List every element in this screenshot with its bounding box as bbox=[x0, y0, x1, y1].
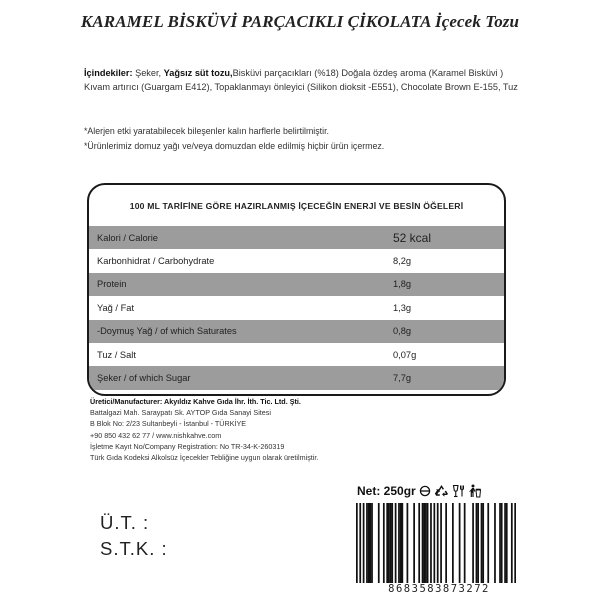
glass-fork-icon bbox=[452, 484, 466, 498]
barcode-bar bbox=[476, 503, 478, 583]
barcode-bar bbox=[378, 503, 380, 583]
nutrition-row-saturates bbox=[89, 320, 504, 343]
barcode-bar bbox=[418, 503, 420, 583]
notes-block bbox=[84, 124, 524, 153]
barcode-bar bbox=[482, 503, 484, 583]
barcode-bar bbox=[400, 503, 402, 583]
barcode-bar bbox=[477, 503, 479, 583]
allergen-note: *Alerjen etki yaratabilecek bileşenler kalın harflerle belirtilmiştir. bbox=[84, 126, 329, 136]
dates-block bbox=[100, 510, 168, 562]
barcode-bar bbox=[427, 503, 429, 583]
producer-block bbox=[90, 396, 510, 463]
contact-line: +90 850 432 62 77 / www.nishkahve.com bbox=[90, 430, 222, 440]
barcode-bar bbox=[422, 503, 424, 583]
barcode bbox=[356, 503, 516, 583]
barcode-bar bbox=[506, 503, 508, 583]
barcode-bar bbox=[487, 503, 489, 583]
nutrition-label: Karbonhidrat / Carbohydrate bbox=[97, 256, 215, 267]
manufacturer-line: Üretici/Manufacturer: Akyıldız Kahve Gıda İhr. İth. Tic. Ltd. Şti. bbox=[90, 397, 301, 406]
barcode-bar bbox=[464, 503, 466, 583]
barcode-bar bbox=[481, 503, 483, 583]
barcode-bar bbox=[356, 503, 358, 583]
barcode-bar bbox=[363, 503, 365, 583]
barcode-bar bbox=[437, 503, 439, 583]
ingredients-label: İçindekiler: bbox=[84, 68, 133, 78]
barcode-bar bbox=[472, 503, 474, 583]
nutrition-label: Yağ / Fat bbox=[97, 302, 135, 313]
barcode-bar bbox=[391, 503, 393, 583]
barcode-bar bbox=[504, 503, 506, 583]
nutrition-row-fat bbox=[89, 296, 504, 319]
barcode-bar bbox=[452, 503, 454, 583]
barcode-bar bbox=[423, 503, 425, 583]
nutrition-label: Tuz / Salt bbox=[97, 349, 136, 360]
tidyman-icon bbox=[469, 484, 481, 498]
barcode-bar bbox=[386, 503, 388, 583]
barcode-bar bbox=[514, 503, 516, 583]
barcode-number: 8683583873272 bbox=[388, 583, 490, 595]
net-weight-row bbox=[357, 484, 481, 498]
barcode-bar bbox=[413, 503, 415, 583]
ingredients-allergen: Yağsız süt tozu, bbox=[163, 68, 233, 78]
barcode-bar bbox=[390, 503, 392, 583]
nutrition-header: 100 ML TARİFİNE GÖRE HAZIRLANMIŞ İÇECEĞİN ENERJİ VE BESİN ÖĞELERİ bbox=[129, 200, 464, 211]
barcode-bar bbox=[511, 503, 513, 583]
nutrition-label: Şeker / of which Sugar bbox=[97, 373, 191, 384]
barcode-bar bbox=[366, 503, 368, 583]
barcode-bar bbox=[430, 503, 432, 583]
nutrition-label: Kalori / Calorie bbox=[97, 232, 158, 243]
barcode-bar bbox=[494, 503, 496, 583]
nutrition-row-carbohydrate bbox=[89, 249, 504, 272]
nutrition-value: 7,7g bbox=[393, 373, 412, 384]
barcode-bar bbox=[383, 503, 385, 583]
barcode-bar bbox=[445, 503, 447, 583]
pork-note: *Ürünlerimiz domuz yağı ve/veya domuzdan elde edilmiş hiçbir ürün içermez. bbox=[84, 140, 385, 151]
nutrition-value: 52 kcal bbox=[393, 230, 432, 245]
nutrition-label: Protein bbox=[97, 279, 127, 290]
production-date-label: Ü.T. : bbox=[100, 512, 150, 533]
barcode-bar bbox=[398, 503, 400, 583]
nutrition-value: 1,3g bbox=[393, 302, 412, 313]
barcode-bar bbox=[401, 503, 403, 583]
ingredients-text-2: Bisküvi parçacıkları (%18) Doğala özdeş aroma (Karamel Bisküvi ) Kıvam artırıcı (Guargam E412), Topaklanmayı önleyici (Silikon dioksit -E551), Chocolate Brown E-155, Tuz bbox=[84, 68, 518, 92]
estimated-sign-icon bbox=[419, 485, 431, 497]
nutrition-label: -Doymuş Yağ / of which Saturates bbox=[97, 326, 237, 337]
barcode-bar bbox=[501, 503, 503, 583]
barcode-bar bbox=[440, 503, 442, 583]
nutrition-value: 0,8g bbox=[393, 326, 412, 337]
barcode-bar bbox=[369, 503, 371, 583]
ingredients-block bbox=[84, 66, 524, 94]
recycle-icon bbox=[434, 484, 449, 498]
barcode-bar bbox=[368, 503, 370, 583]
nutrition-row-calorie bbox=[89, 226, 504, 249]
nutrition-value: 1,8g bbox=[393, 279, 412, 290]
barcode-bar bbox=[395, 503, 397, 583]
product-title: KARAMEL BİSKÜVİ PARÇACIKLI ÇİKOLATA İçecek Tozu bbox=[80, 12, 520, 31]
barcode-bar bbox=[388, 503, 390, 583]
barcode-bar bbox=[359, 503, 361, 583]
nutrition-table bbox=[87, 183, 506, 396]
ingredients-text-1: Şeker, bbox=[132, 68, 164, 78]
nutrition-row-protein bbox=[89, 273, 504, 296]
barcode-bar bbox=[425, 503, 427, 583]
registration-line: İşletme Kayıt No/Company Registration: No TR-34-K-260319 bbox=[90, 441, 285, 451]
nutrition-row-sugar bbox=[89, 366, 504, 389]
barcode-bar bbox=[499, 503, 501, 583]
address-line-2: B Blok No: 2/23 Sultanbeyli - İstanbul - TÜRKİYE bbox=[90, 419, 247, 429]
expiry-date-label: S.T.K. : bbox=[100, 538, 168, 559]
nutrition-value: 8,2g bbox=[393, 256, 412, 267]
barcode-bar bbox=[433, 503, 435, 583]
compliance-line: Türk Gıda Kodeksi Alkolsüz İçecekler Tebliğine uygun olarak üretilmiştir. bbox=[90, 453, 319, 463]
nutrition-value: 0,07g bbox=[393, 349, 417, 360]
barcode-bar bbox=[371, 503, 373, 583]
address-line: Battalgazi Mah. Saraypatı Sk. AYTOP Gıda Sanayi Sitesi bbox=[90, 408, 271, 418]
net-weight: Net: 250gr bbox=[357, 484, 416, 498]
barcode-bar bbox=[407, 503, 409, 583]
nutrition-row-salt bbox=[89, 343, 504, 366]
barcode-bar bbox=[459, 503, 461, 583]
